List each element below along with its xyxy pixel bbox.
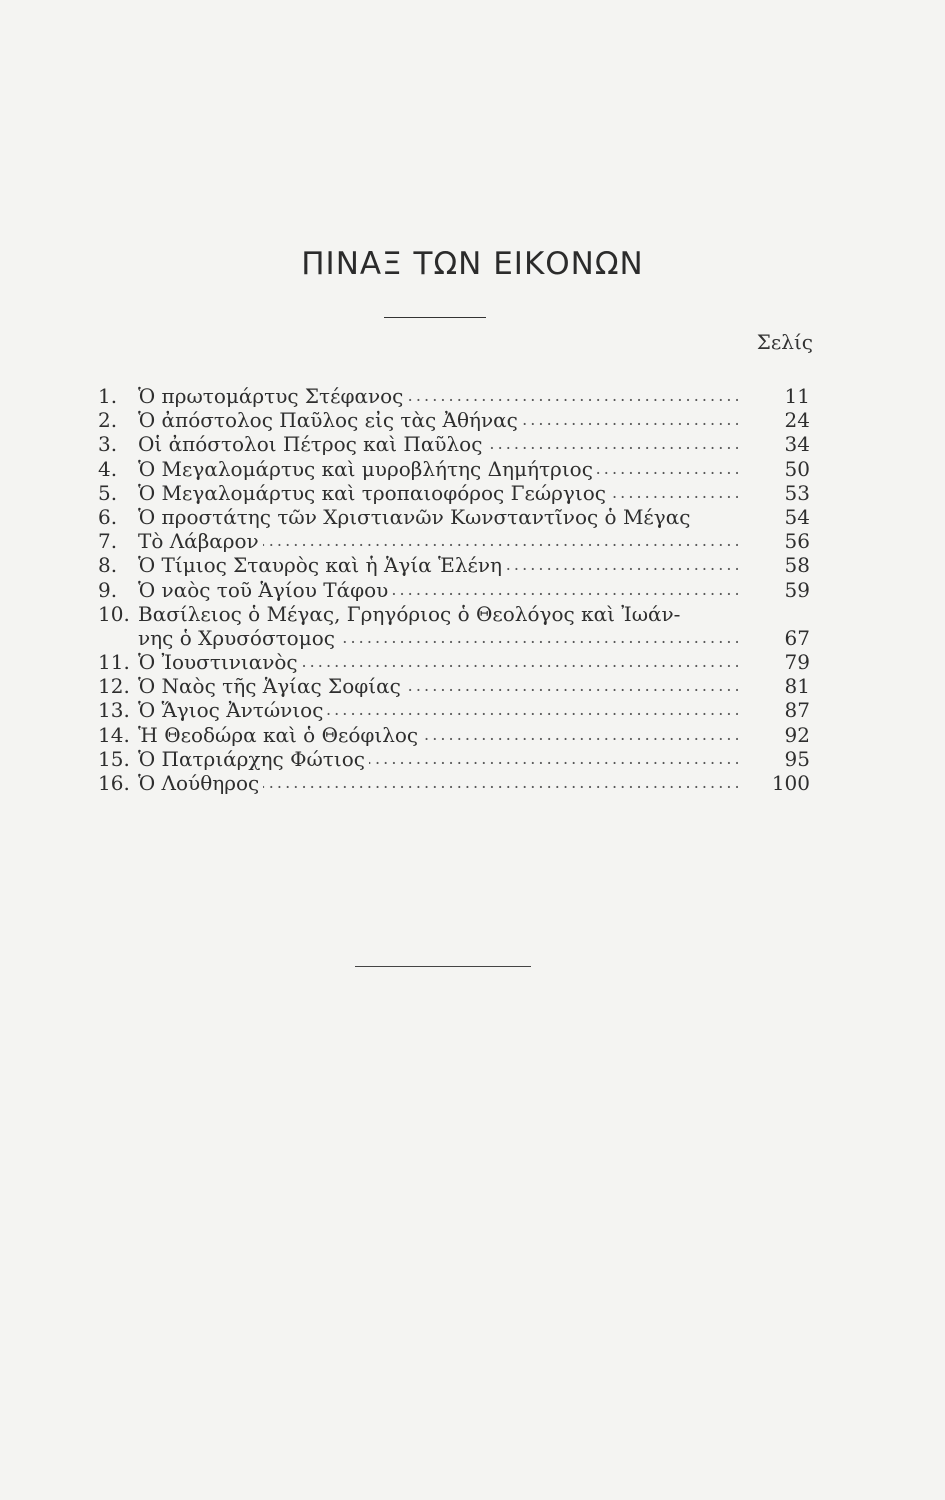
entry-number: 1. bbox=[98, 384, 118, 408]
toc-entry-10 bbox=[98, 602, 820, 650]
toc-entry-6 bbox=[98, 505, 820, 529]
entry-number: 6. bbox=[98, 504, 118, 529]
entry-page: 53 bbox=[784, 480, 810, 505]
entry-title: Οἱ ἀπόστολοι Πέτρος καὶ Παῦλος bbox=[138, 432, 486, 456]
entry-number: 15. bbox=[98, 746, 130, 771]
entry-number: 2. bbox=[98, 408, 118, 433]
toc-entry-15 bbox=[98, 747, 820, 771]
entry-title: Ὁ ναὸς τοῦ Ἁγίου Τάφου bbox=[138, 578, 392, 602]
toc-entry-14 bbox=[98, 723, 820, 747]
entry-number: 3. bbox=[98, 432, 118, 457]
entry-title: Ὁ Λούθηρος bbox=[138, 771, 263, 795]
entry-page: 24 bbox=[784, 408, 810, 433]
entry-title: Τὸ Λάβαρον bbox=[138, 529, 263, 553]
entry-page: 95 bbox=[784, 746, 810, 771]
entry-title: Βασίλειος ὁ Μέγας, Γρηγόριος ὁ Θεολόγος καὶ Ἰωάν- bbox=[138, 602, 684, 626]
entry-number: 13. bbox=[98, 698, 130, 723]
entry-number: 10. bbox=[98, 601, 130, 626]
entry-page: 11 bbox=[784, 384, 810, 408]
entry-title: Ὁ Ἰουστινιανὸς bbox=[138, 650, 302, 674]
entry-page: 50 bbox=[784, 456, 810, 481]
end-divider bbox=[355, 966, 531, 967]
entry-title: Ὁ Μεγαλομάρτυς καὶ μυροβλήτης Δημήτριος bbox=[138, 457, 597, 481]
entry-title-continued: νης ὁ Χρυσόστομος bbox=[138, 626, 339, 650]
toc-entry-13 bbox=[98, 698, 820, 722]
entry-page: 67 bbox=[784, 625, 810, 650]
entry-title: Ὁ ἀπόστολος Παῦλος εἰς τὰς Ἀθήνας bbox=[138, 408, 522, 432]
entry-page: 87 bbox=[784, 698, 810, 723]
entry-number: 16. bbox=[98, 771, 130, 796]
entry-number: 11. bbox=[98, 650, 130, 675]
entry-title: Ὁ Μεγαλομάρτυς καὶ τροπαιοφόρος Γεώργιος bbox=[138, 481, 610, 505]
entry-title: Ὁ Ἅγιος Ἀντώνιος bbox=[138, 698, 327, 722]
entry-number: 7. bbox=[98, 529, 118, 554]
entry-title: Ὁ Ναὸς τῆς Ἁγίας Σοφίας bbox=[138, 674, 405, 698]
entry-page: 79 bbox=[784, 650, 810, 675]
title-divider bbox=[384, 317, 486, 318]
page-title: ΠΙΝΑΞ ΤΩΝ ΕΙΚΟΝΩΝ bbox=[301, 246, 644, 282]
entry-page: 59 bbox=[784, 577, 810, 602]
toc-entry-7 bbox=[98, 529, 820, 553]
entry-number: 8. bbox=[98, 553, 118, 578]
toc-entry-11 bbox=[98, 650, 820, 674]
entry-number: 9. bbox=[98, 577, 118, 602]
entry-page: 92 bbox=[784, 722, 810, 747]
entry-page: 54 bbox=[784, 504, 810, 529]
toc-entry-12 bbox=[98, 674, 820, 698]
entry-number: 5. bbox=[98, 480, 118, 505]
entry-page: 81 bbox=[784, 674, 810, 699]
entry-number: 12. bbox=[98, 674, 130, 699]
entry-page: 100 bbox=[771, 771, 810, 796]
entry-title: Ὁ προστάτης τῶν Χριστιανῶν Κωνσταντῖνος ὁ Μέγας bbox=[138, 505, 694, 529]
entry-title: Ὁ Τίμιος Σταυρὸς καὶ ἡ Ἁγία Ἑλένη bbox=[138, 553, 506, 577]
toc-entry-8 bbox=[98, 553, 820, 577]
entry-title: Ὁ Πατριάρχης Φώτιος bbox=[138, 747, 369, 771]
toc-entry-3 bbox=[98, 432, 820, 456]
toc-entry-2 bbox=[98, 408, 820, 432]
entry-title: Ὁ πρωτομάρτυς Στέφανος bbox=[138, 384, 407, 408]
entry-page: 56 bbox=[784, 529, 810, 554]
page-column-header: Σελίς bbox=[756, 330, 813, 354]
entry-page: 58 bbox=[784, 553, 810, 578]
entry-number: 14. bbox=[98, 722, 130, 747]
toc-entry-1 bbox=[98, 384, 820, 408]
toc-entry-4 bbox=[98, 457, 820, 481]
entry-title: Ἡ Θεοδώρα καὶ ὁ Θεόφιλος bbox=[138, 723, 422, 747]
toc-entry-5 bbox=[98, 481, 820, 505]
toc-entry-9 bbox=[98, 578, 820, 602]
toc-entry-16 bbox=[98, 771, 820, 795]
table-of-illustrations bbox=[98, 384, 820, 795]
entry-page: 34 bbox=[784, 432, 810, 457]
entry-number: 4. bbox=[98, 456, 118, 481]
